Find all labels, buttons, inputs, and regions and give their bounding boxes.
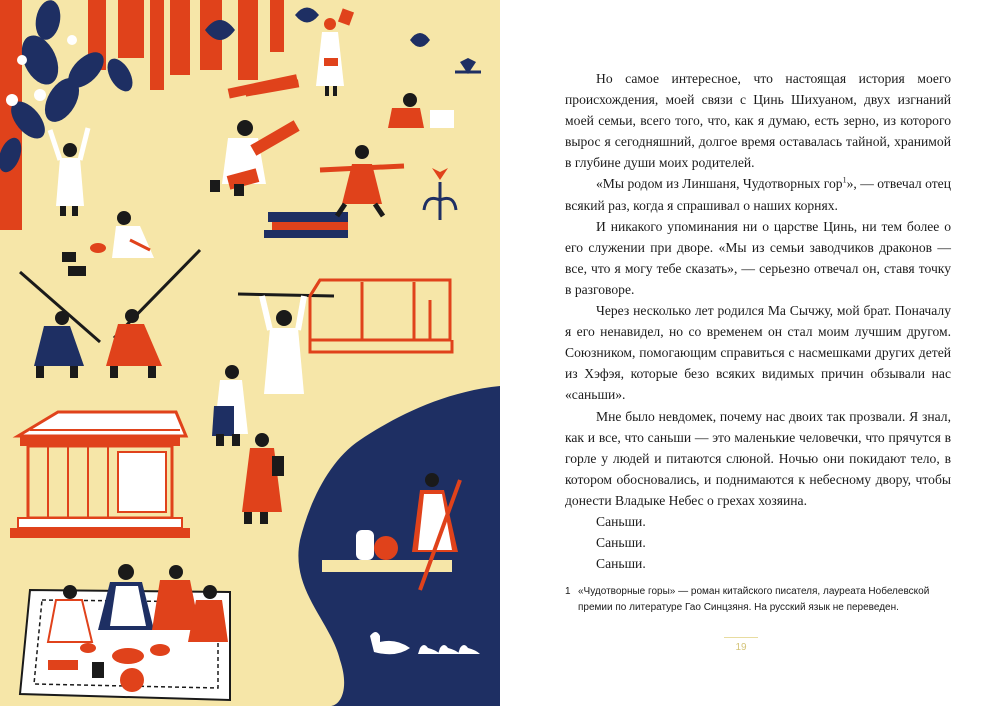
pavilion xyxy=(10,412,190,538)
paragraph-7 xyxy=(565,532,951,553)
paragraph-7-text: Саньши. xyxy=(596,535,646,551)
text-page xyxy=(500,0,1000,706)
paragraph-3 xyxy=(565,216,951,300)
paragraph-5 xyxy=(565,406,951,511)
main-text xyxy=(565,68,951,574)
footnote-number: 1 xyxy=(565,586,571,597)
paragraph-4 xyxy=(565,300,951,405)
paragraph-1 xyxy=(565,68,951,173)
footnote xyxy=(565,584,955,616)
paragraph-2-text-b: », — отвечал отец всякий раз, когда я спрашивал о наших корнях. xyxy=(565,176,951,213)
paragraph-8-text: Саньши. xyxy=(596,556,646,572)
paragraph-6 xyxy=(565,511,951,532)
footnote-text: «Чудотворные горы» — роман китайского писателя, лауреата Нобелевской премии по литературе Гао Синцзяня. На русский язык не переведен. xyxy=(578,586,930,613)
page-number: 19 xyxy=(735,642,747,653)
paragraph-5-text: Мне было невдомек, почему нас двоих так прозвали. Я знал, как и все, что саньши — это маленькие человечки, что прячутся в горле у людей и питаются слюной. Ночью они покидают тело, в котором обосновались, и поднимаются к небесному двору, чтобы донести Владыке Небес о грехах хозяина. xyxy=(565,408,951,508)
paragraph-1-text: Но самое интересное, что настоящая история моего происхождения, моей связи с Цинь Шихуаном, двух изгнаний моей семьи, всего того, что, как я думаю, есть зерно, из которого вырос я сегодняшний, долгое время оставалась тайной, хранимой в глубине души моих родителей. xyxy=(565,71,951,171)
paragraph-3-text: И никакого упоминания ни о царстве Цинь, ни тем более о его служении при дворе. «Мы из семьи заводчиков драконов — все, что я могу тебе сказать», — серьезно отвечал он, ставя точку в разговоре. xyxy=(565,218,951,297)
page-number-rule xyxy=(724,637,758,638)
paragraph-4-text: Через несколько лет родился Ма Сычжу, мой брат. Поначалу я его ненавидел, но со временем он стал моим лучшим другом. Союзником, помогающим справиться с насмешками других детей из Хэфэя, которые безо всяких видимых причин обзывали нас «саньши». xyxy=(565,303,951,403)
paragraph-2 xyxy=(565,173,951,215)
paragraph-8 xyxy=(565,553,951,574)
footnote-reference[interactable]: 1 xyxy=(842,175,847,185)
paragraph-2-text-a: «Мы родом из Линшаня, Чудотворных гор xyxy=(596,176,843,192)
paragraph-6-text: Саньши. xyxy=(596,513,646,529)
